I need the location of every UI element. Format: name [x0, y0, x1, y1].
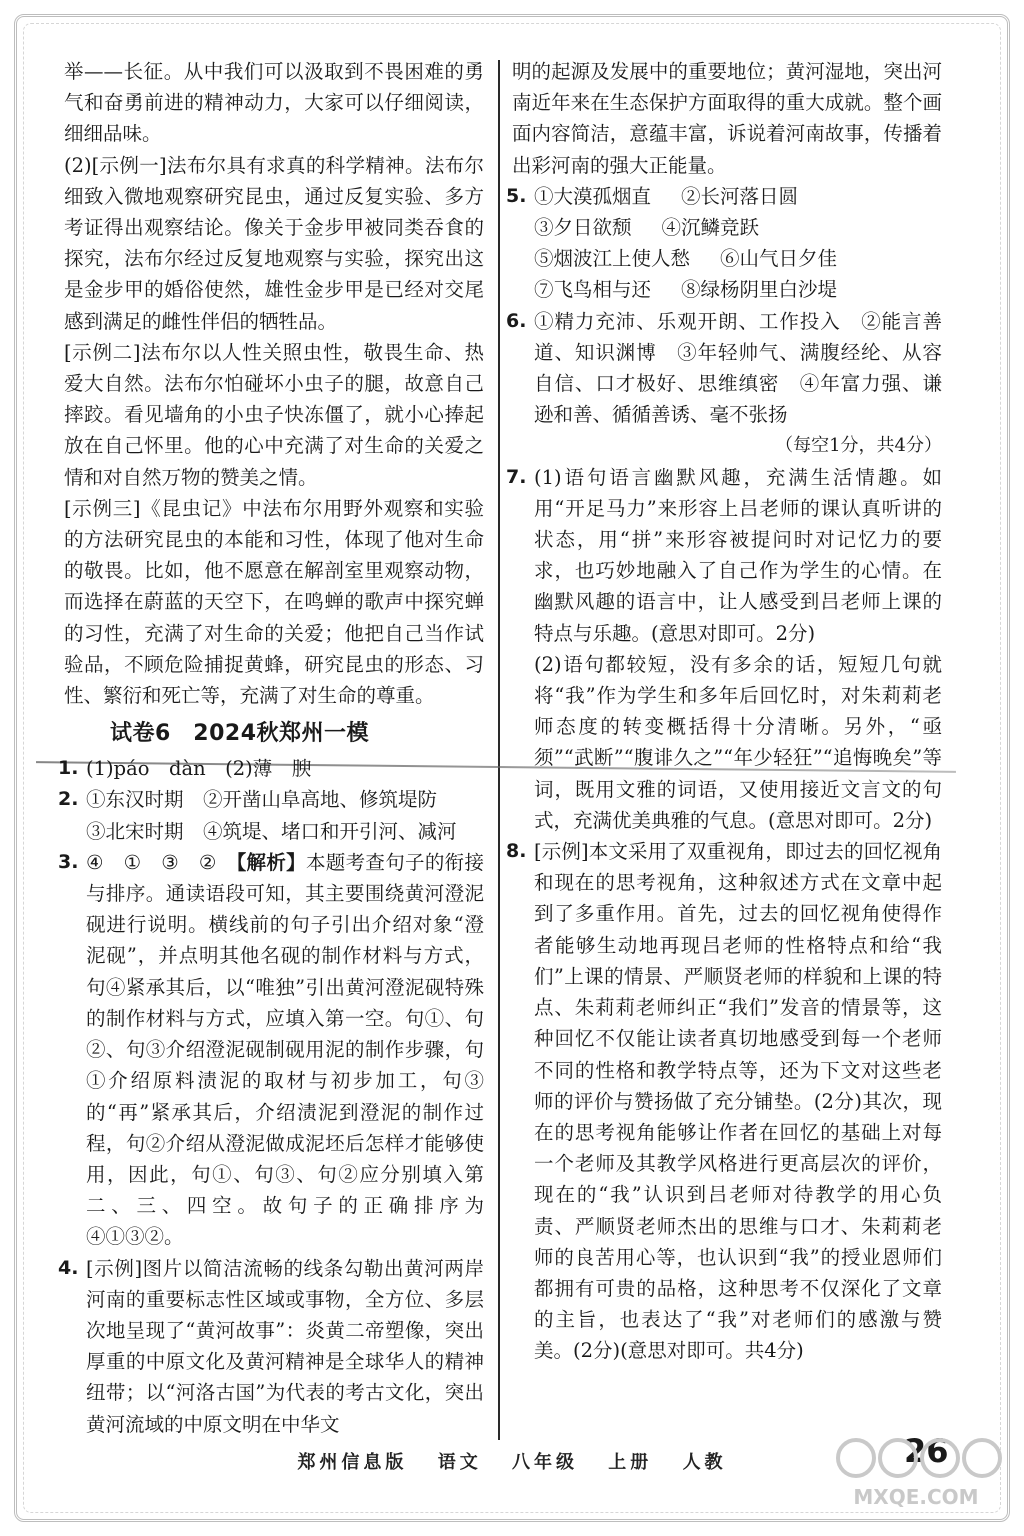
answer-paragraph: (2)语句都较短，没有多余的话，短短几句就将“我”作为学生和多年后回忆时，对朱莉莉老师态度的转变概括得十分清晰。另外，“亟须”“武断”“腹诽久之”“年少轻狂”“追悔晚矣”等词，既用文雅的词语，又使用接近文言文的句式，充满优美典雅的气息。(意思对即可。2分)	[534, 652, 942, 832]
left-column	[58, 56, 484, 1440]
answer-item: ⑦飞鸟相与还	[534, 278, 652, 302]
column-divider	[498, 60, 500, 1440]
footer-grade: 八年级	[512, 1452, 578, 1473]
footer-edition: 郑州信息版	[297, 1452, 408, 1473]
answer-text: [示例]图片以简洁流畅的线条勾勒出黄河两岸河南的重要标志性区域或事物，全方位、多层次地呈现了“黄河故事”：炎黄二帝塑像，突出厚重的中原文化及黄河精神是全球华人的精神纽带；以“河洛古国”为代表的考古文化，突出黄河流域的中原文明在中华文	[86, 1256, 484, 1436]
answer-text: (1)páo dàn (2)薄 腴	[86, 757, 312, 781]
answer-item: ⑧绿杨阴里白沙堤	[681, 278, 838, 302]
question-number: 3.	[58, 850, 79, 873]
footer-subject: 语文	[437, 1452, 482, 1473]
analysis-label: 【解析】	[236, 850, 306, 874]
answer-row	[534, 212, 942, 243]
answer-item: ⑤烟波江上使人愁	[534, 247, 691, 271]
question-number: 6.	[506, 309, 527, 332]
page-number: 26	[904, 1432, 949, 1470]
question-number: 2.	[58, 788, 79, 811]
question-7	[506, 462, 942, 836]
answer-paragraph: (2)[示例一]法布尔具有求真的科学精神。法布尔细致入微地观察研究昆虫，通过反复实验、多方考证得出观察结论。像关于金步甲被同类吞食的探究，法布尔经过反复地观察与实验，探究出这是金步甲的婚俗使然，雄性金步甲是已经对交尾感到满足的雌性伴侣的牺牲品。	[64, 153, 484, 333]
question-1	[58, 753, 484, 784]
question-number: 5.	[506, 184, 527, 207]
question-number: 8.	[506, 840, 527, 863]
answer-row	[534, 243, 942, 274]
question-6	[506, 306, 942, 462]
answer-paragraph: (1)语句语言幽默风趣，充满生活情趣。如用“开足马力”来形容上吕老师的课认真听讲的状态，用“拼”来形容被提问时对记忆力的要求，也巧妙地融入了自己作为学生的心情。在幽默风趣的语言中，让人感受到吕老师上课的特点与乐趣。(意思对即可。2分)	[534, 465, 942, 645]
score-note: （每空1分，共4分）	[775, 435, 942, 457]
question-5	[506, 181, 942, 306]
footer-publisher: 人教	[682, 1452, 727, 1473]
answer-line: ①东汉时期 ②开凿山阜高地、修筑堤防	[86, 788, 438, 812]
question-4	[58, 1253, 484, 1440]
answer-text: [示例]本文采用了双重视角，即过去的回忆视角和现在的思考视角，这种叙述方式在文章中起到了多重作用。首先，过去的回忆视角使得作者能够生动地再现吕老师的性格特点和给“我们”上课的情景、严顺贤老师的样貌和上课的特点、朱莉莉老师纠正“我们”发音的情景等，这种回忆不仅能让读者真切地感受到每一个老师不同的性格和教学特点等，还为下文对这些老师的评价与赞扬做了充分铺垫。(2分)其次，现在的思考视角能够让作者在回忆的基础上对每一个老师及其教学风格进行更高层次的评价，现在的“我”认识到吕老师对待教学的用心负责、严顺贤老师杰出的思维与口才、朱莉莉老师的良苦用心等，也认识到“我”的授业恩师们都拥有可贵的品格，这种思考不仅深化了文章的主旨，也表达了“我”对老师们的感激与赞美。(2分)(意思对即可。共4分)	[534, 840, 942, 1363]
section-title: 试卷6 2024秋郑州一模	[110, 721, 370, 747]
footer-volume: 上册	[608, 1452, 653, 1473]
answer-row	[534, 274, 942, 305]
answer-row	[534, 181, 942, 212]
answer-paragraph: [示例三]《昆虫记》中法布尔用野外观察和实验的方法研究昆虫的本能和习性，体现了他对生命的敬畏。比如，他不愿意在解剖室里观察动物，而选择在蔚蓝的天空下，在鸣蝉的歌声中探究蝉的习性，充满了对生命的关爱；他把自己当作试验品，不顾危险捕捉黄蜂，研究昆虫的形态、习性、繁衍和死亡等，充满了对生命的尊重。	[64, 496, 484, 708]
answer-item: ③夕日欲颓	[534, 216, 632, 240]
question-number: 1.	[58, 757, 79, 780]
answer-item: ②长河落日圆	[681, 184, 799, 208]
answer-text: ④ ① ③ ②	[86, 850, 237, 874]
answer-item: ④沉鳞竞跃	[661, 216, 760, 240]
answer-paragraph: [示例二]法布尔以人性关照虫性，敬畏生命、热爱大自然。法布尔怕碰坏小虫子的腿，故意自己摔跤。看见墙角的小虫子快冻僵了，就小心捧起放在自己怀里。他的心中充满了对生命的关爱之情和对自然万物的赞美之情。	[64, 340, 484, 489]
watermark-logo	[826, 1424, 1006, 1514]
right-column	[506, 56, 942, 1367]
question-2	[58, 784, 484, 846]
answer-line: ③北宋时期 ④筑堤、堵口和开引河、减河	[86, 819, 457, 843]
answer-circle-logo-icon	[838, 1440, 1000, 1476]
answer-paragraph: 明的起源及发展中的重要地位；黄河湿地，突出河南近年来在生态保护方面取得的重大成就。整个画面内容简洁，意蕴丰富，诉说着河南故事，传播着出彩河南的强大正能量。	[512, 60, 942, 177]
answer-paragraph: 举——长征。从中我们可以汲取到不畏困难的勇气和奋勇前进的精神动力，大家可以仔细阅读，细细品味。	[64, 60, 484, 146]
answer-item: ⑥山气日夕佳	[720, 247, 838, 271]
question-3	[58, 847, 484, 1253]
answer-text: ①精力充沛、乐观开朗、工作投入 ②能言善道、知识渊博 ③年轻帅气、满腹经纶、从容自信、口才极好、思维缜密 ④年富力强、谦逊和善、循循善诱、毫不张扬	[534, 309, 942, 427]
watermark-text: MXQE.COM	[853, 1485, 979, 1509]
question-number: 4.	[58, 1256, 79, 1279]
question-number: 7.	[506, 465, 527, 488]
analysis-text: 本题考查句子的衔接与排序。通读语段可知，其主要围绕黄河澄泥砚进行说明。横线前的句子引出介绍对象“澄泥砚”，并点明其他名砚的制作材料与方式，句④紧承其后，以“唯独”引出黄河澄泥砚特殊的制作材料与方式，应填入第一空。句①、句②、句③介绍澄泥砚制砚用泥的制作步骤，句①介绍原料渍泥的取材与初步加工，句③的“再”紧承其后，介绍渍泥到澄泥的制作过程，句②介绍从澄泥做成泥坯后怎样才能够使用，因此，句①、句③、句②应分别填入第二、三、四空。故句子的正确排序为④①③②。	[86, 850, 484, 1249]
answer-item: ①大漠孤烟直	[534, 184, 652, 208]
question-8	[506, 836, 942, 1366]
